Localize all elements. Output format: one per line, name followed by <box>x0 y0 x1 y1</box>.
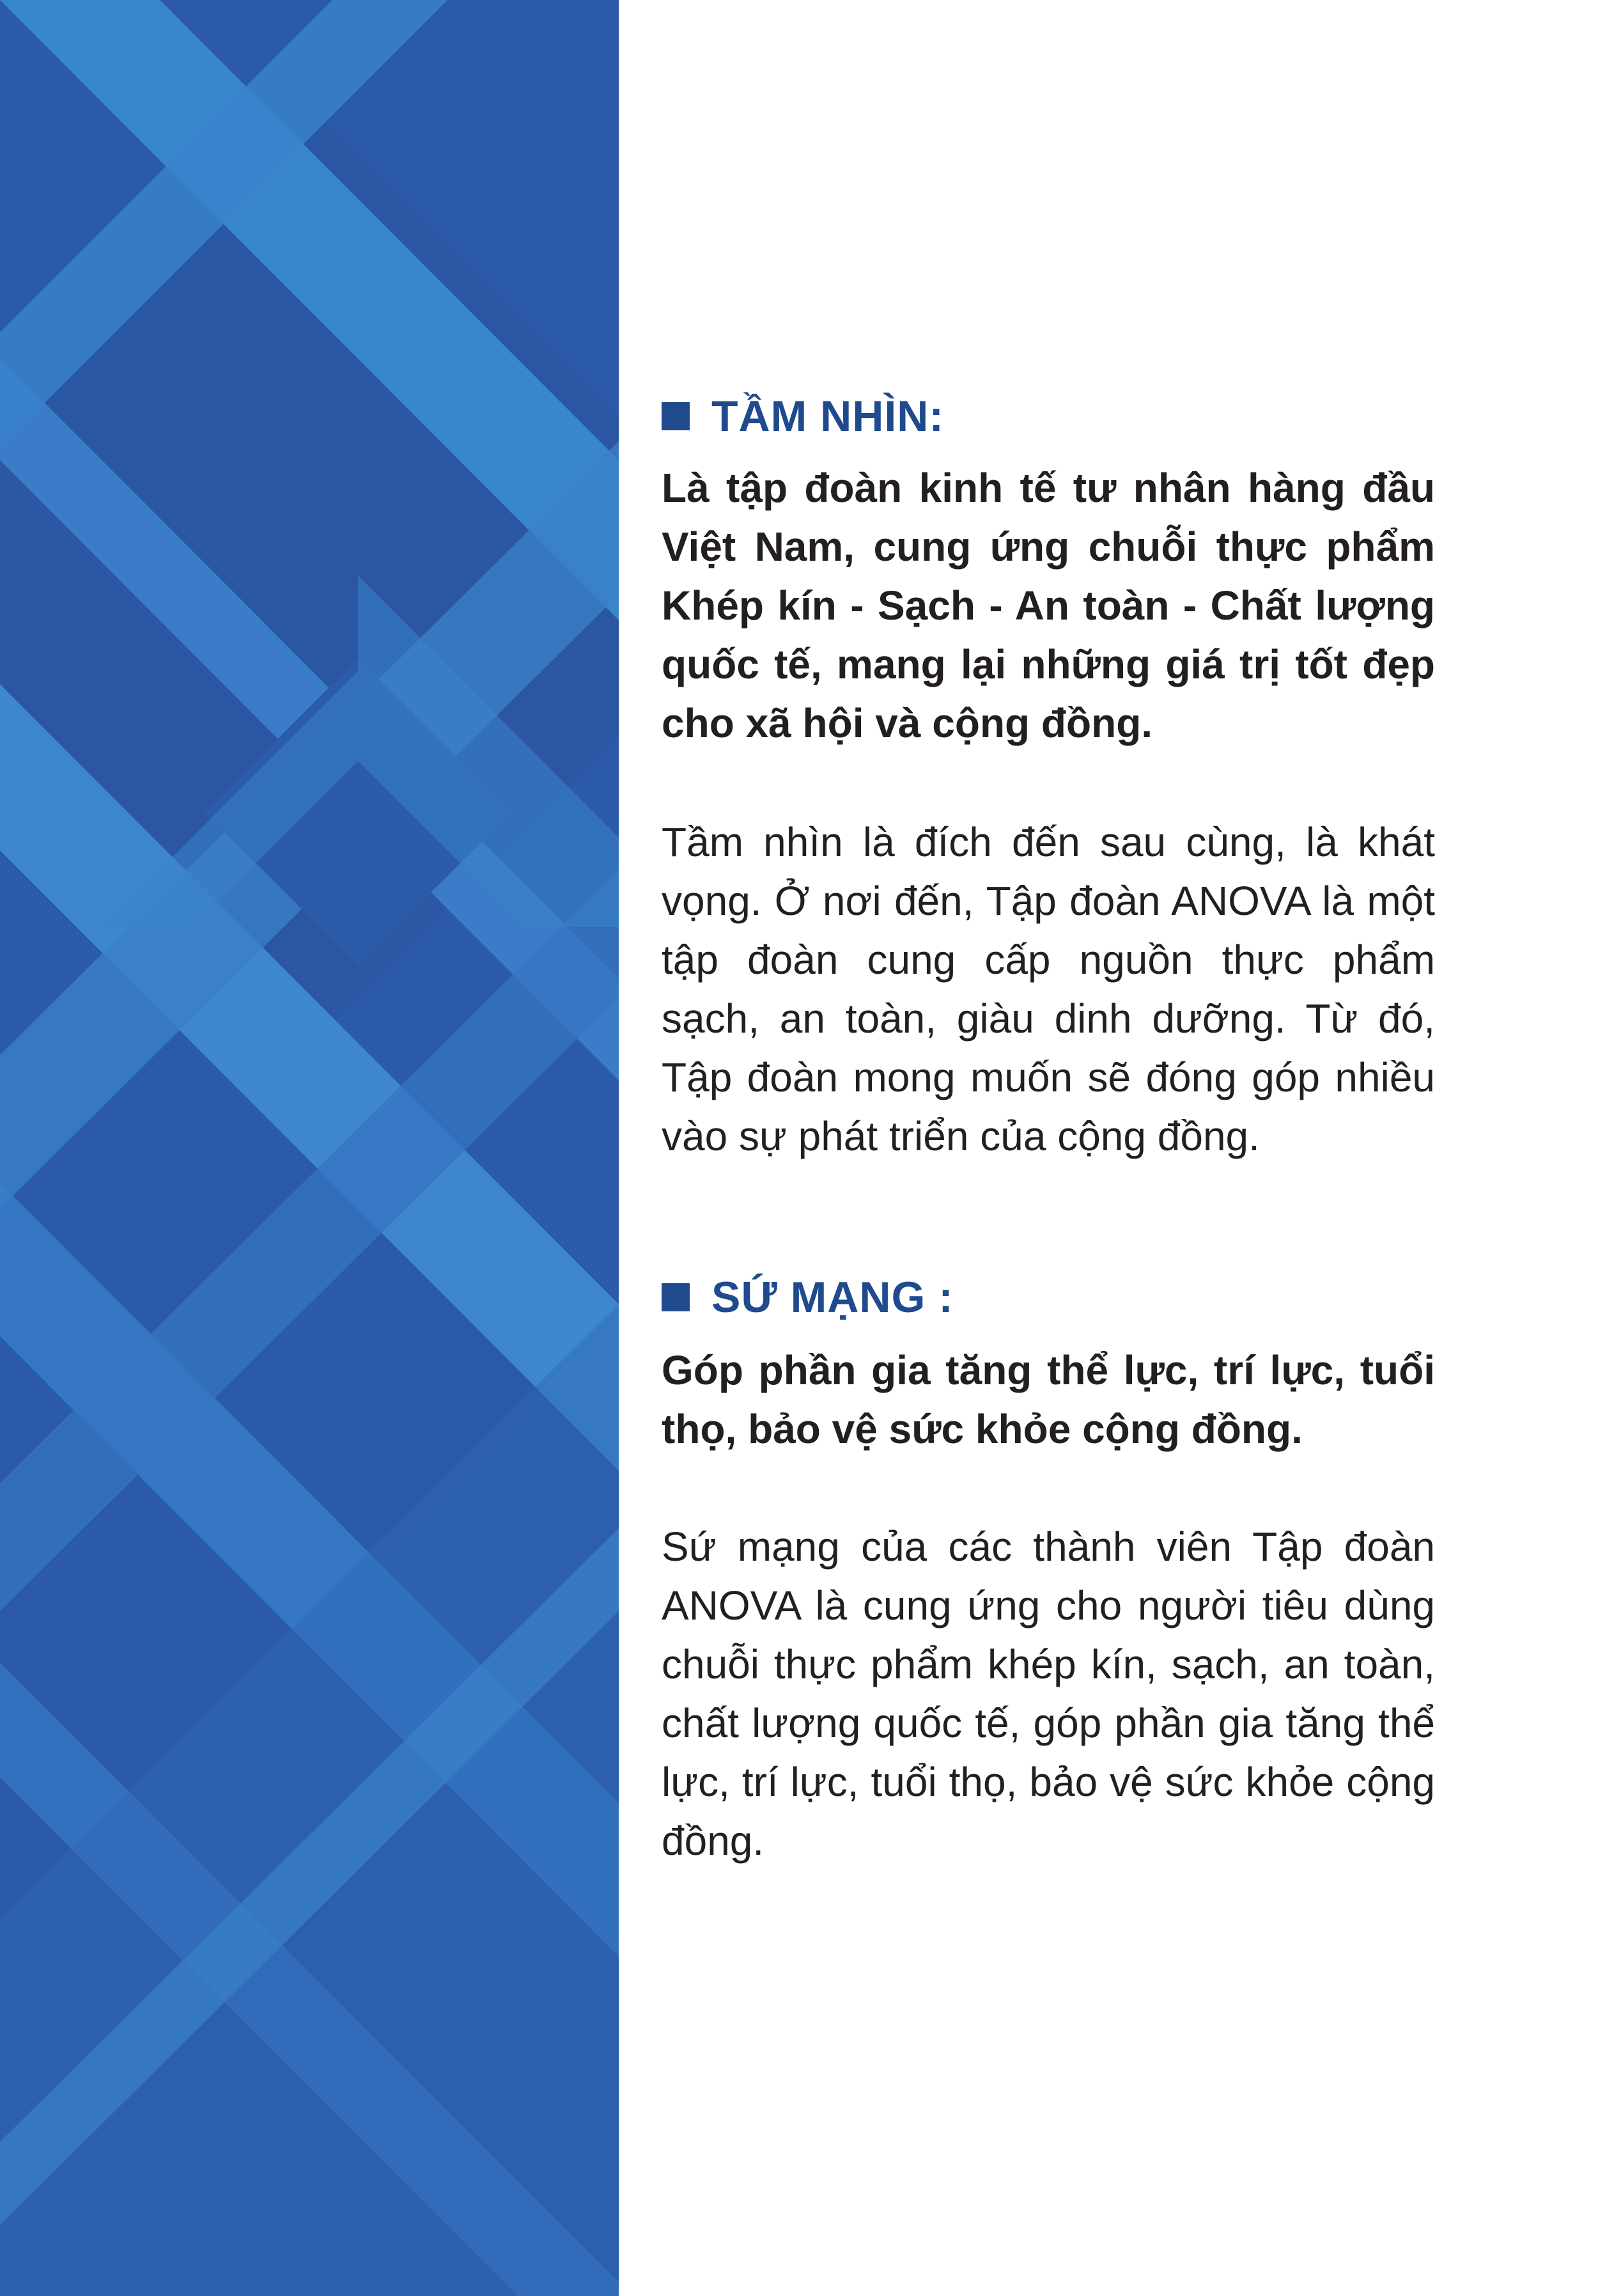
mission-heading <box>662 1272 954 1322</box>
mission-description: Sứ mạng của các thành viên Tập đoàn ANOVA là cung ứng cho người tiêu dùng chuỗi thực phẩm khép kín, sạch, an toàn, chất lượng quốc tế, góp phần gia tăng thể lực, trí lực, tuổi thọ, bảo vệ sức khỏe cộng đồng. <box>662 1524 1435 1864</box>
vision-heading <box>662 391 944 441</box>
bullet-square-icon <box>662 1283 690 1311</box>
vision-heading-text: TẦM NHÌN: <box>711 392 945 441</box>
decorative-pattern-panel <box>0 0 619 2296</box>
bullet-square-icon <box>662 402 690 430</box>
geometric-bands-graphic <box>0 0 619 2296</box>
vision-statement: Là tập đoàn kinh tế tư nhân hàng đầu Việt Nam, cung ứng chuỗi thực phẩm Khép kín - Sạch - An toàn - Chất lượng quốc tế, mang lại những giá trị tốt đẹp cho xã hội và cộng đồng. <box>662 465 1435 746</box>
vision-description: Tầm nhìn là đích đến sau cùng, là khát vọng. Ở nơi đến, Tập đoàn ANOVA là một tập đoàn cung cấp nguồn thực phẩm sạch, an toàn, giàu dinh dưỡng. Từ đó, Tập đoàn mong muốn sẽ đóng góp nhiều vào sự phát triển của cộng đồng. <box>662 819 1435 1159</box>
mission-heading-text: SỨ MẠNG : <box>711 1273 954 1322</box>
mission-statement: Góp phần gia tăng thể lực, trí lực, tuổi thọ, bảo vệ sức khỏe cộng đồng. <box>662 1347 1435 1452</box>
